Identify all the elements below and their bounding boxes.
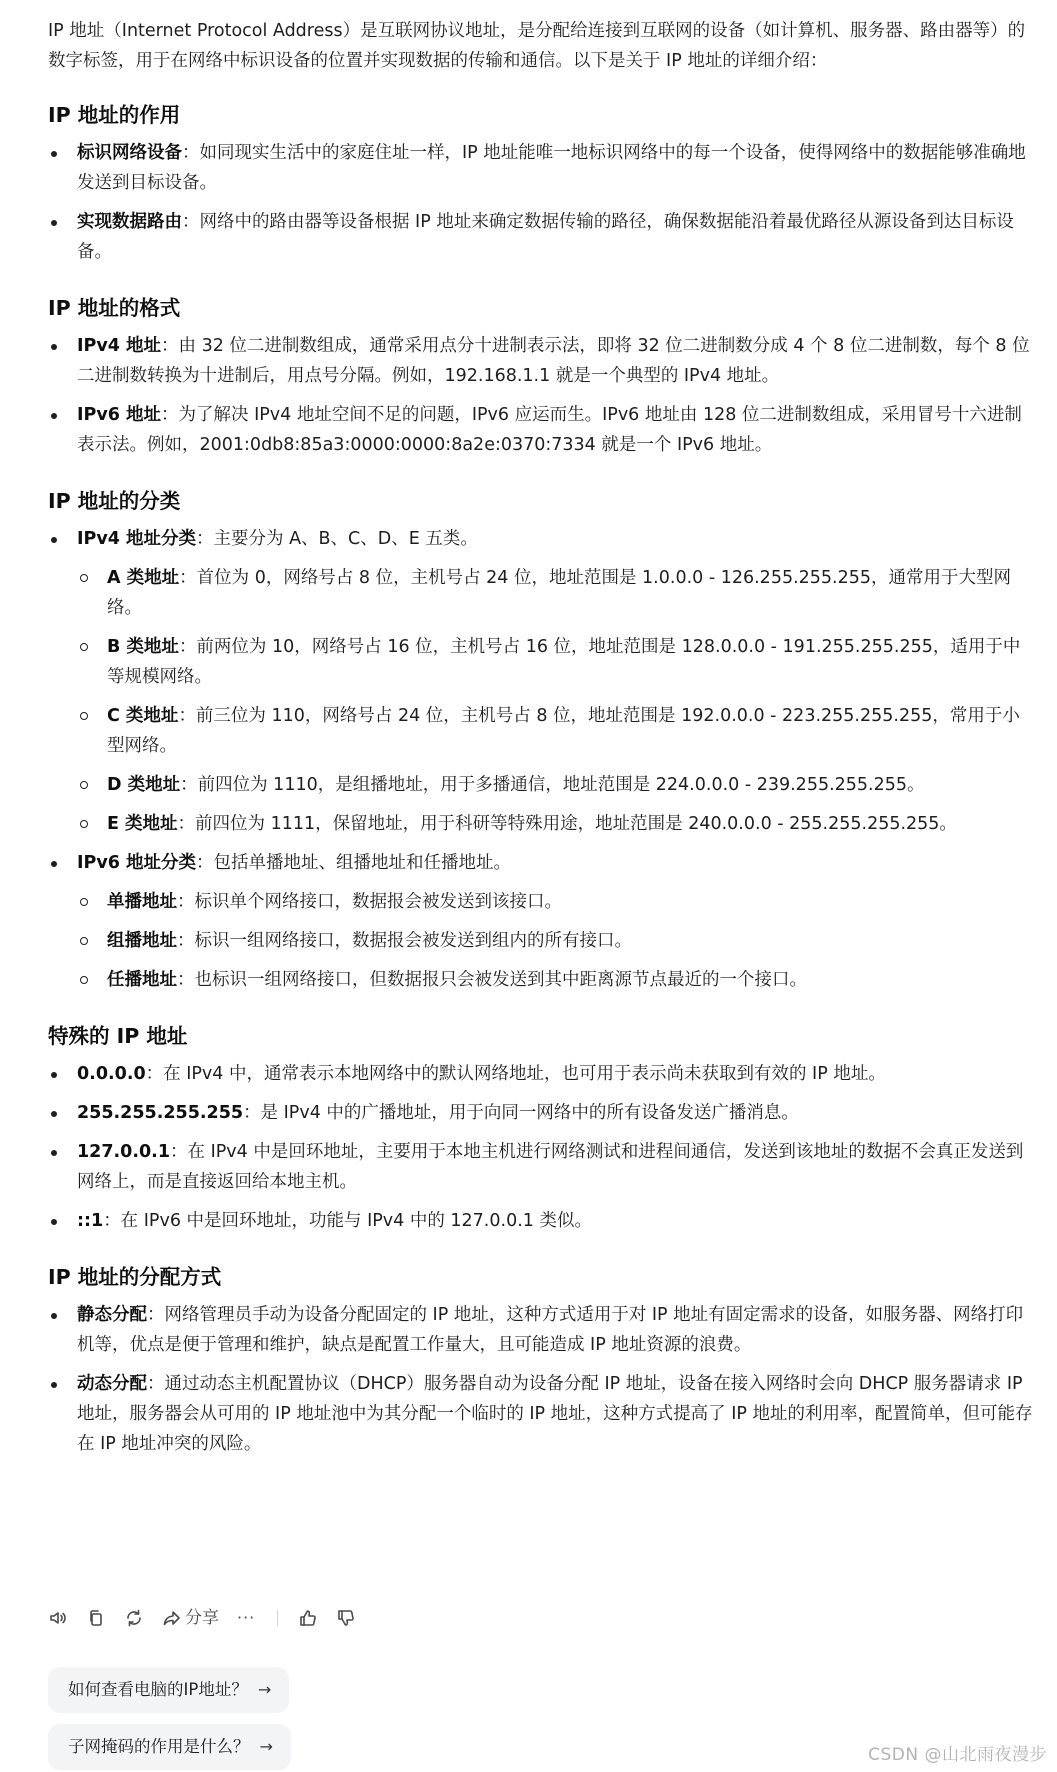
assign-list: [48, 1300, 1033, 1459]
share-label: 分享: [185, 1608, 219, 1628]
speaker-icon: [48, 1608, 68, 1628]
more-button[interactable]: [237, 1604, 255, 1632]
suggestion-chip-1[interactable]: [48, 1667, 289, 1713]
ipv6-class-list: [77, 887, 1033, 995]
message-action-bar: [48, 1604, 374, 1632]
suggestion-label: 如何查看电脑的IP地址？: [68, 1680, 248, 1699]
read-aloud-button[interactable]: [48, 1604, 68, 1632]
suggestion-label: 子网掩码的作用是什么？: [68, 1737, 250, 1756]
ipv4-class-list: [77, 563, 1033, 839]
divider: [277, 1610, 278, 1626]
section-title-special: 特殊的 IP 地址: [48, 1024, 188, 1048]
list-item: 实现数据路由：网络中的路由器等设备根据 IP 地址来确定数据传输的路径，确保数据能沿着最优路径从源设备到达目标设备。: [48, 207, 1033, 267]
list-item: IPv6 地址分类：包括单播地址、组播地址和任播地址。 单播地址：标识单个网络接口，数据报会被发送到该接口。 组播地址：标识一组网络接口，数据报会被发送到组内的所有接口。 任播地址：也标识一组网络接口，但数据报只会被发送到其中距离源节点最近的一个接口。: [48, 848, 1033, 995]
share-button[interactable]: [162, 1604, 219, 1632]
role-list: [48, 138, 1033, 267]
list-item: D 类地址：前四位为 1110，是组播地址，用于多播通信，地址范围是 224.0.0.0 - 239.255.255.255。: [77, 770, 1033, 800]
classes-list: [48, 524, 1033, 995]
share-icon: [162, 1608, 182, 1628]
watermark: CSDN @山北雨夜漫步: [868, 1745, 1047, 1765]
answer-content: [48, 16, 1033, 1468]
list-item: 组播地址：标识一组网络接口，数据报会被发送到组内的所有接口。: [77, 926, 1033, 956]
like-button[interactable]: [298, 1604, 318, 1632]
list-item: 255.255.255.255：是 IPv4 中的广播地址，用于向同一网络中的所有设备发送广播消息。: [48, 1098, 1033, 1128]
copy-icon: [86, 1608, 106, 1628]
list-item: B 类地址：前两位为 10，网络号占 16 位，主机号占 16 位，地址范围是 128.0.0.0 - 191.255.255.255，适用于中等规模网络。: [77, 632, 1033, 692]
special-list: [48, 1059, 1033, 1236]
intro-paragraph: IP 地址（Internet Protocol Address）是互联网协议地址，是分配给连接到互联网的设备（如计算机、服务器、路由器等）的数字标签，用于在网络中标识设备的位置并实现数据的传输和通信。以下是关于 IP 地址的详细介绍：: [48, 21, 1026, 71]
arrow-right-icon: →: [257, 1680, 272, 1699]
thumbs-down-icon: [336, 1608, 356, 1628]
section-title-format: IP 地址的格式: [48, 296, 181, 320]
dislike-button[interactable]: [336, 1604, 356, 1632]
list-item: 单播地址：标识单个网络接口，数据报会被发送到该接口。: [77, 887, 1033, 917]
format-list: [48, 331, 1033, 460]
list-item: 0.0.0.0：在 IPv4 中，通常表示本地网络中的默认网络地址，也可用于表示尚未获取到有效的 IP 地址。: [48, 1059, 1033, 1089]
list-item: C 类地址：前三位为 110，网络号占 24 位，主机号占 8 位，地址范围是 192.0.0.0 - 223.255.255.255，常用于小型网络。: [77, 701, 1033, 761]
section-title-role: IP 地址的作用: [48, 103, 181, 127]
list-item: 标识网络设备：如同现实生活中的家庭住址一样，IP 地址能唯一地标识网络中的每一个设备，使得网络中的数据能够准确地发送到目标设备。: [48, 138, 1033, 198]
refresh-icon: [124, 1608, 144, 1628]
list-item: 静态分配：网络管理员手动为设备分配固定的 IP 地址，这种方式适用于对 IP 地址有固定需求的设备，如服务器、网络打印机等，优点是便于管理和维护，缺点是配置工作量大，且可能造成 IP 地址资源的浪费。: [48, 1300, 1033, 1360]
list-item: 任播地址：也标识一组网络接口，但数据报只会被发送到其中距离源节点最近的一个接口。: [77, 965, 1033, 995]
list-item: IPv6 地址：为了解决 IPv4 地址空间不足的问题，IPv6 应运而生。IPv6 地址由 128 位二进制数组成，采用冒号十六进制表示法。例如，2001:0db8:85a3:0000:0000:8a2e:0370:7334 就是一个 IPv6 地址。: [48, 400, 1033, 460]
suggestion-chip-2[interactable]: [48, 1724, 291, 1770]
section-title-assign: IP 地址的分配方式: [48, 1265, 222, 1289]
copy-button[interactable]: [86, 1604, 106, 1632]
arrow-right-icon: →: [259, 1737, 273, 1756]
list-item: 127.0.0.1：在 IPv4 中是回环地址，主要用于本地主机进行网络测试和进程间通信，发送到该地址的数据不会真正发送到网络上，而是直接返回给本地主机。: [48, 1137, 1033, 1197]
list-item: IPv4 地址分类：主要分为 A、B、C、D、E 五类。 A 类地址：首位为 0，网络号占 8 位，主机号占 24 位，地址范围是 1.0.0.0 - 126.255.255.255，通常用于大型网络。 B 类地址：前两位为 10，网络号占 16 位，主机号占 16 位，地址范围是 128.0.0.0 - 191.255.255.255，适用于中等规模网络。 C 类地址：前三位为 110，网络号占 24 位，主机号占 8 位，地址范围是 192.0.0.0 - 223.255.255.255，常用于小型网络。 D 类地址：前四位为 1110，是组播地址，用于多播通信，地址范围是 224.0.0.0 - 239.255.255.255。 E 类地址：前四位为 1111，保留地址，用于科研等特殊用途，地址范围是 240.0.0.0 - 255.255.255.255。: [48, 524, 1033, 839]
list-item: ::1：在 IPv6 中是回环地址，功能与 IPv4 中的 127.0.0.1 类似。: [48, 1206, 1033, 1236]
list-item: IPv4 地址：由 32 位二进制数组成，通常采用点分十进制表示法，即将 32 位二进制数分成 4 个 8 位二进制数，每个 8 位二进制数转换为十进制后，用点号分隔。例如，192.168.1.1 就是一个典型的 IPv4 地址。: [48, 331, 1033, 391]
thumbs-up-icon: [298, 1608, 318, 1628]
list-item: 动态分配：通过动态主机配置协议（DHCP）服务器自动为设备分配 IP 地址，设备在接入网络时会向 DHCP 服务器请求 IP 地址，服务器会从可用的 IP 地址池中为其分配一个临时的 IP 地址，这种方式提高了 IP 地址的利用率，配置简单，但可能存在 IP 地址冲突的风险。: [48, 1369, 1033, 1459]
more-icon: ···: [237, 1608, 256, 1627]
section-title-classes: IP 地址的分类: [48, 489, 181, 513]
list-item: E 类地址：前四位为 1111，保留地址，用于科研等特殊用途，地址范围是 240.0.0.0 - 255.255.255.255。: [77, 809, 1033, 839]
list-item: A 类地址：首位为 0，网络号占 8 位，主机号占 24 位，地址范围是 1.0.0.0 - 126.255.255.255，通常用于大型网络。: [77, 563, 1033, 623]
regenerate-button[interactable]: [124, 1604, 144, 1632]
